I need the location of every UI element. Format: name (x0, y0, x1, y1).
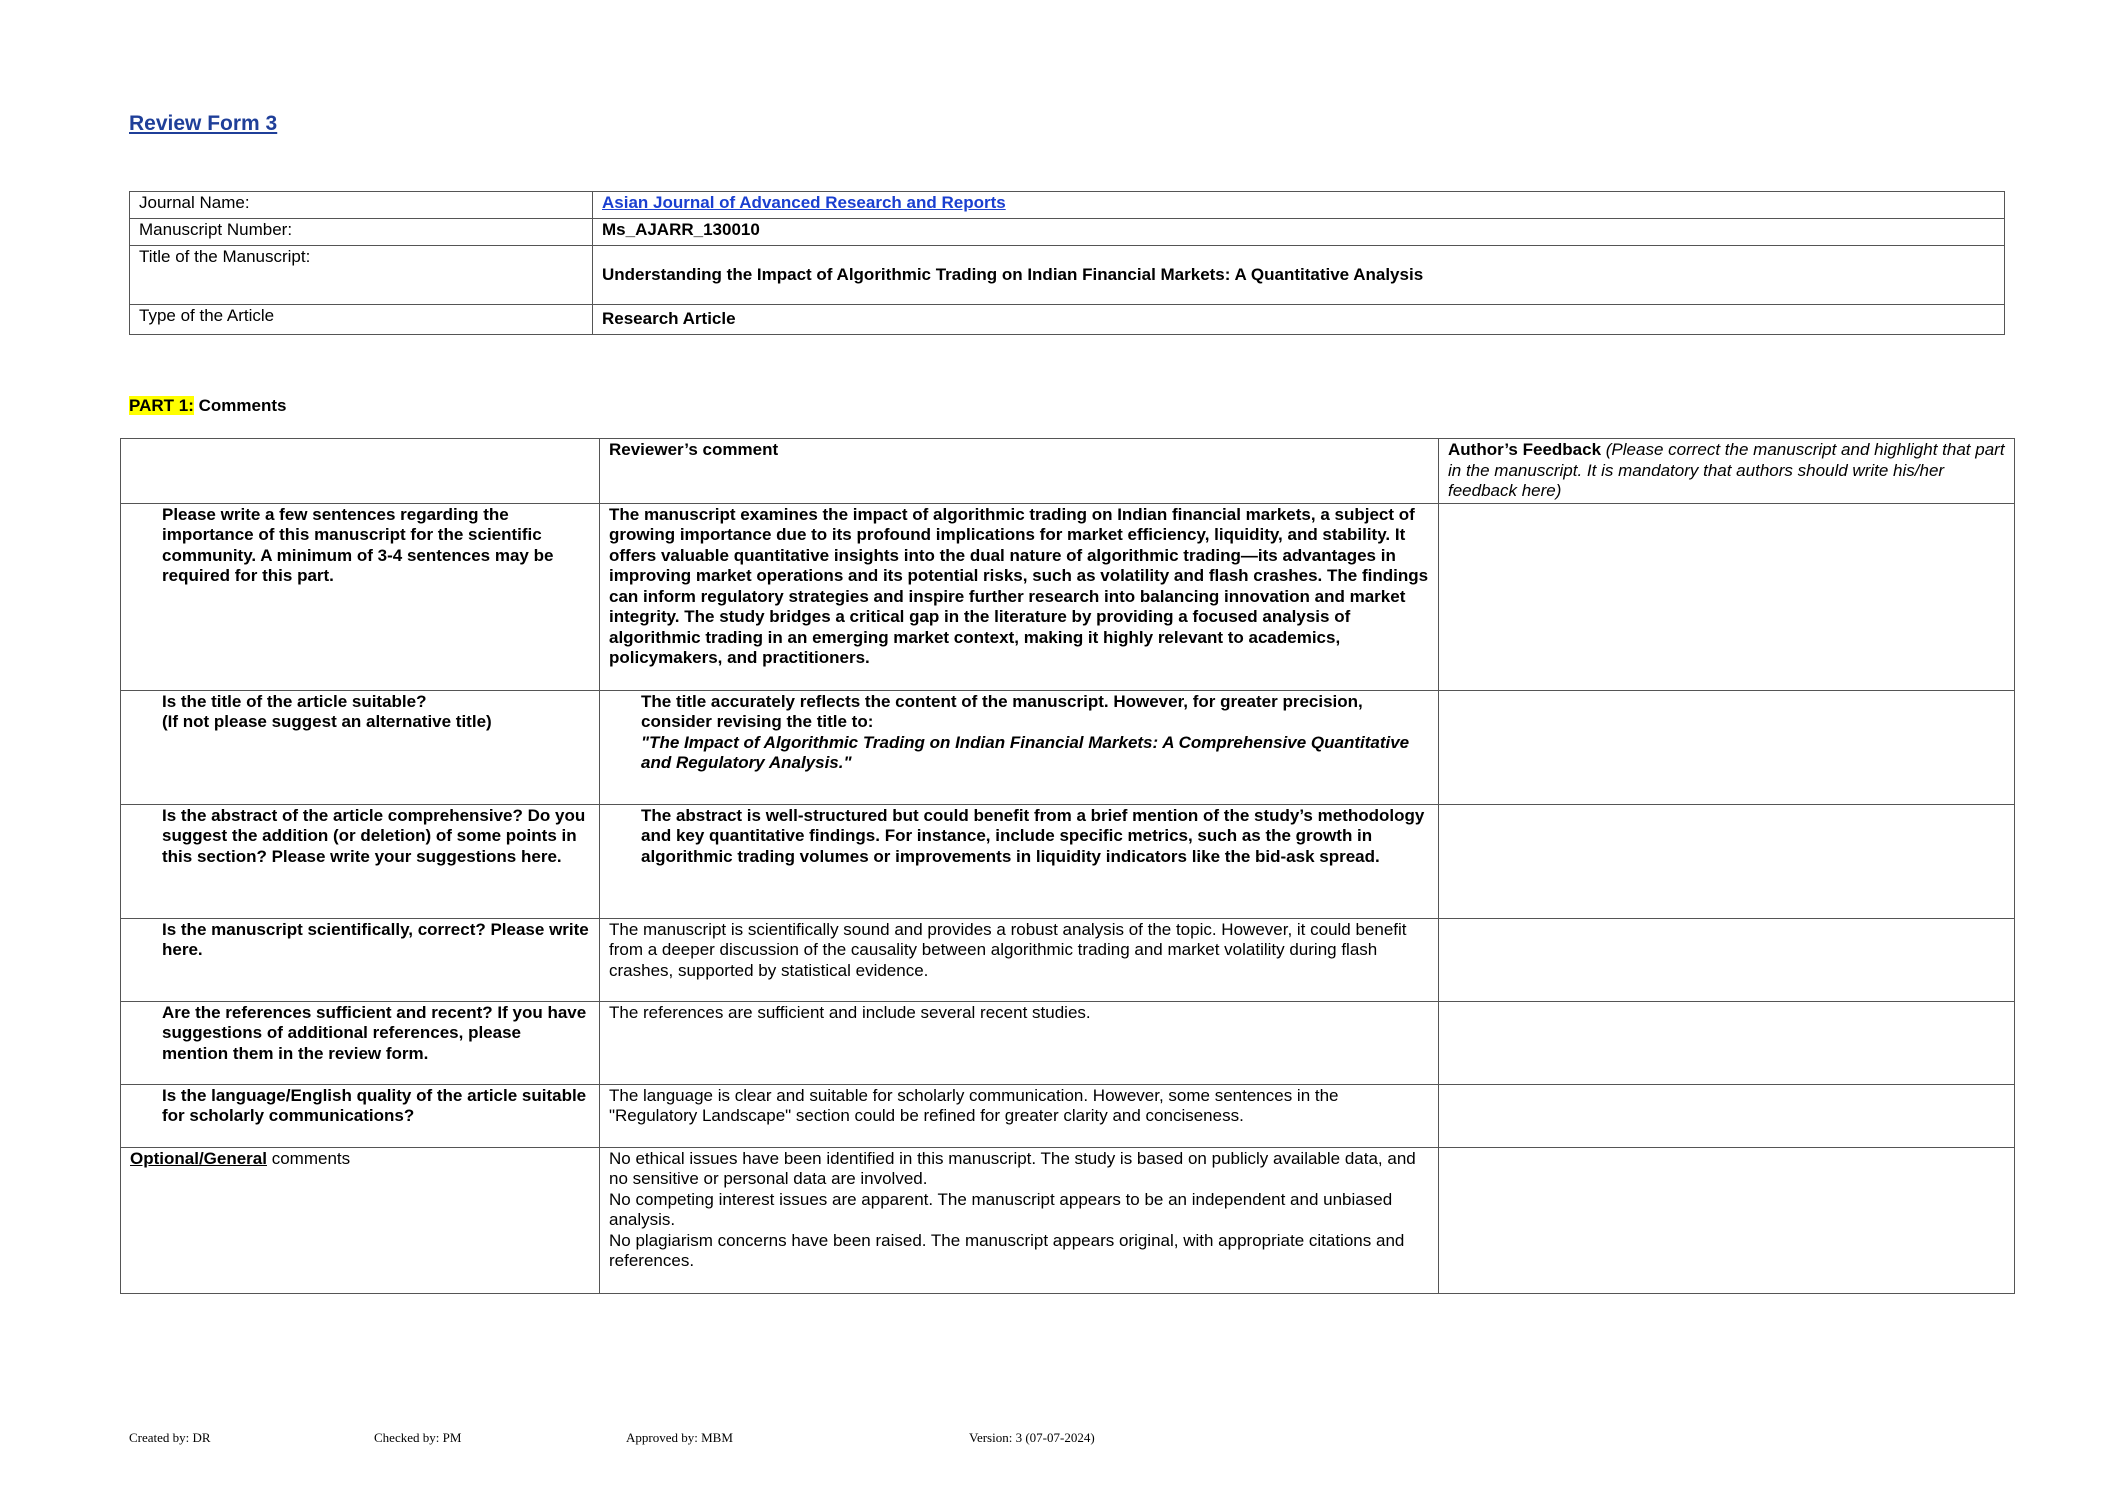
table-row (121, 1147, 2015, 1293)
author-feedback-cell[interactable] (1439, 1084, 2015, 1147)
footer-approved: Approved by: MBM (626, 1430, 733, 1445)
footer-checked: Checked by: PM (374, 1430, 462, 1445)
reviewer-comment: The abstract is well-structured but could benefit from a brief mention of the study’s methodology and key quantitative findings. For instance, include specific metrics, such as the growth in algorithmic trading volumes or improvements in liquidity indicators like the bid-ask spread. (600, 804, 1439, 918)
part1-label: PART 1: (129, 396, 194, 415)
suggested-title: "The Impact of Algorithmic Trading on Indian Financial Markets: A Comprehensive Quantitative and Regulatory Analysis." (641, 732, 1410, 772)
question: Is the manuscript scientifically, correct? Please write here. (121, 918, 600, 1001)
table-row (121, 1084, 2015, 1147)
author-feedback-cell[interactable] (1439, 804, 2015, 918)
comment-text: The title accurately reflects the content of the manuscript. However, for greater precision, consider revising the title to: (641, 691, 1363, 731)
author-feedback-cell[interactable] (1439, 690, 2015, 804)
author-feedback-cell[interactable] (1439, 503, 2015, 690)
table-row (121, 918, 2015, 1001)
question-line: Is the title of the article suitable? (162, 691, 427, 711)
author-feedback-cell[interactable] (1439, 1147, 2015, 1293)
reviewer-comment: The manuscript is scientifically sound and provides a robust analysis of the topic. However, it could benefit from a deeper discussion of the causality between algorithmic trading and market volatility during flash crashes, supported by statistical evidence. (600, 918, 1439, 1001)
optional-comment: No plagiarism concerns have been raised. The manuscript appears original, with appropriate citations and references. (609, 1230, 1405, 1270)
question: Please write a few sentences regarding the importance of this manuscript for the scientific community. A minimum of 3-4 sentences may be required for this part. (121, 503, 600, 690)
header-author-feedback (1439, 439, 2015, 504)
page-title: Review Form 3 (129, 112, 278, 135)
table-row (121, 804, 2015, 918)
manuscript-number-label: Manuscript Number: (130, 219, 593, 246)
optional-comments (600, 1147, 1439, 1293)
reviewer-comment (600, 690, 1439, 804)
optional-comment: No ethical issues have been identified in this manuscript. The study is based on publicly available data, and no sensitive or personal data are involved. (609, 1148, 1416, 1188)
table-row (121, 690, 2015, 804)
optional-suffix: comments (266, 1148, 351, 1168)
question: Is the abstract of the article comprehensive? Do you suggest the addition (or deletion) of some points in this section? Please write your suggestions here. (121, 804, 600, 918)
part1-title: Comments (198, 396, 287, 415)
reviewer-comment: The language is clear and suitable for scholarly communication. However, some sentences in the "Regulatory Landscape" section could be refined for greater clarity and conciseness. (600, 1084, 1439, 1147)
optional-label: Optional/General (130, 1148, 267, 1168)
manuscript-title-label: Title of the Manuscript: (130, 246, 593, 305)
optional-comment: No competing interest issues are apparent. The manuscript appears to be an independent and unbiased analysis. (609, 1189, 1393, 1229)
optional-comments-label (121, 1147, 600, 1293)
manuscript-number-value: Ms_AJARR_130010 (593, 219, 2005, 246)
article-type-label: Type of the Article (130, 305, 593, 335)
reviewer-comment: The manuscript examines the impact of algorithmic trading on Indian financial markets, a subject of growing importance due to its profound implications for market efficiency, liquidity, and stability. It offers valuable quantitative insights into the dual nature of algorithmic trading—its advantages in improving market operations and its potential risks, such as volatility and flash crashes. The findings can inform regulatory strategies and inspire further research into balancing innovation and market integrity. The study bridges a critical gap in the literature by providing a focused analysis of algorithmic trading in an emerging market context, making it highly relevant to academics, policymakers, and practitioners. (600, 503, 1439, 690)
footer-version: Version: 3 (07-07-2024) (969, 1430, 1095, 1445)
table-row (121, 1001, 2015, 1084)
reviewer-comment: The references are sufficient and include several recent studies. (600, 1001, 1439, 1084)
table-row (121, 503, 2015, 690)
question (121, 690, 600, 804)
journal-link[interactable]: Asian Journal of Advanced Research and Reports (602, 193, 1006, 212)
question-line: (If not please suggest an alternative title) (162, 712, 492, 731)
author-feedback-cell[interactable] (1439, 1001, 2015, 1084)
manuscript-info-table (129, 191, 2005, 335)
part1-heading (129, 396, 286, 417)
question: Is the language/English quality of the article suitable for scholarly communications? (121, 1084, 600, 1147)
journal-label: Journal Name: (130, 192, 593, 219)
author-feedback-cell[interactable] (1439, 918, 2015, 1001)
article-type-value: Research Article (593, 305, 2005, 335)
header-empty (121, 439, 600, 504)
header-reviewer-comment: Reviewer’s comment (600, 439, 1439, 504)
author-feedback-instructions: (Please correct the manuscript and highlight that part in the manuscript. It is mandatory that authors should write his/her feedback here) (1448, 440, 2005, 500)
comments-table (120, 438, 2015, 1294)
author-feedback-title: Author’s Feedback (1448, 440, 1602, 459)
question: Are the references sufficient and recent? If you have suggestions of additional references, please mention them in the review form. (121, 1001, 600, 1084)
manuscript-title-value: Understanding the Impact of Algorithmic Trading on Indian Financial Markets: A Quantitative Analysis (593, 246, 2005, 305)
footer-created: Created by: DR (129, 1430, 211, 1445)
